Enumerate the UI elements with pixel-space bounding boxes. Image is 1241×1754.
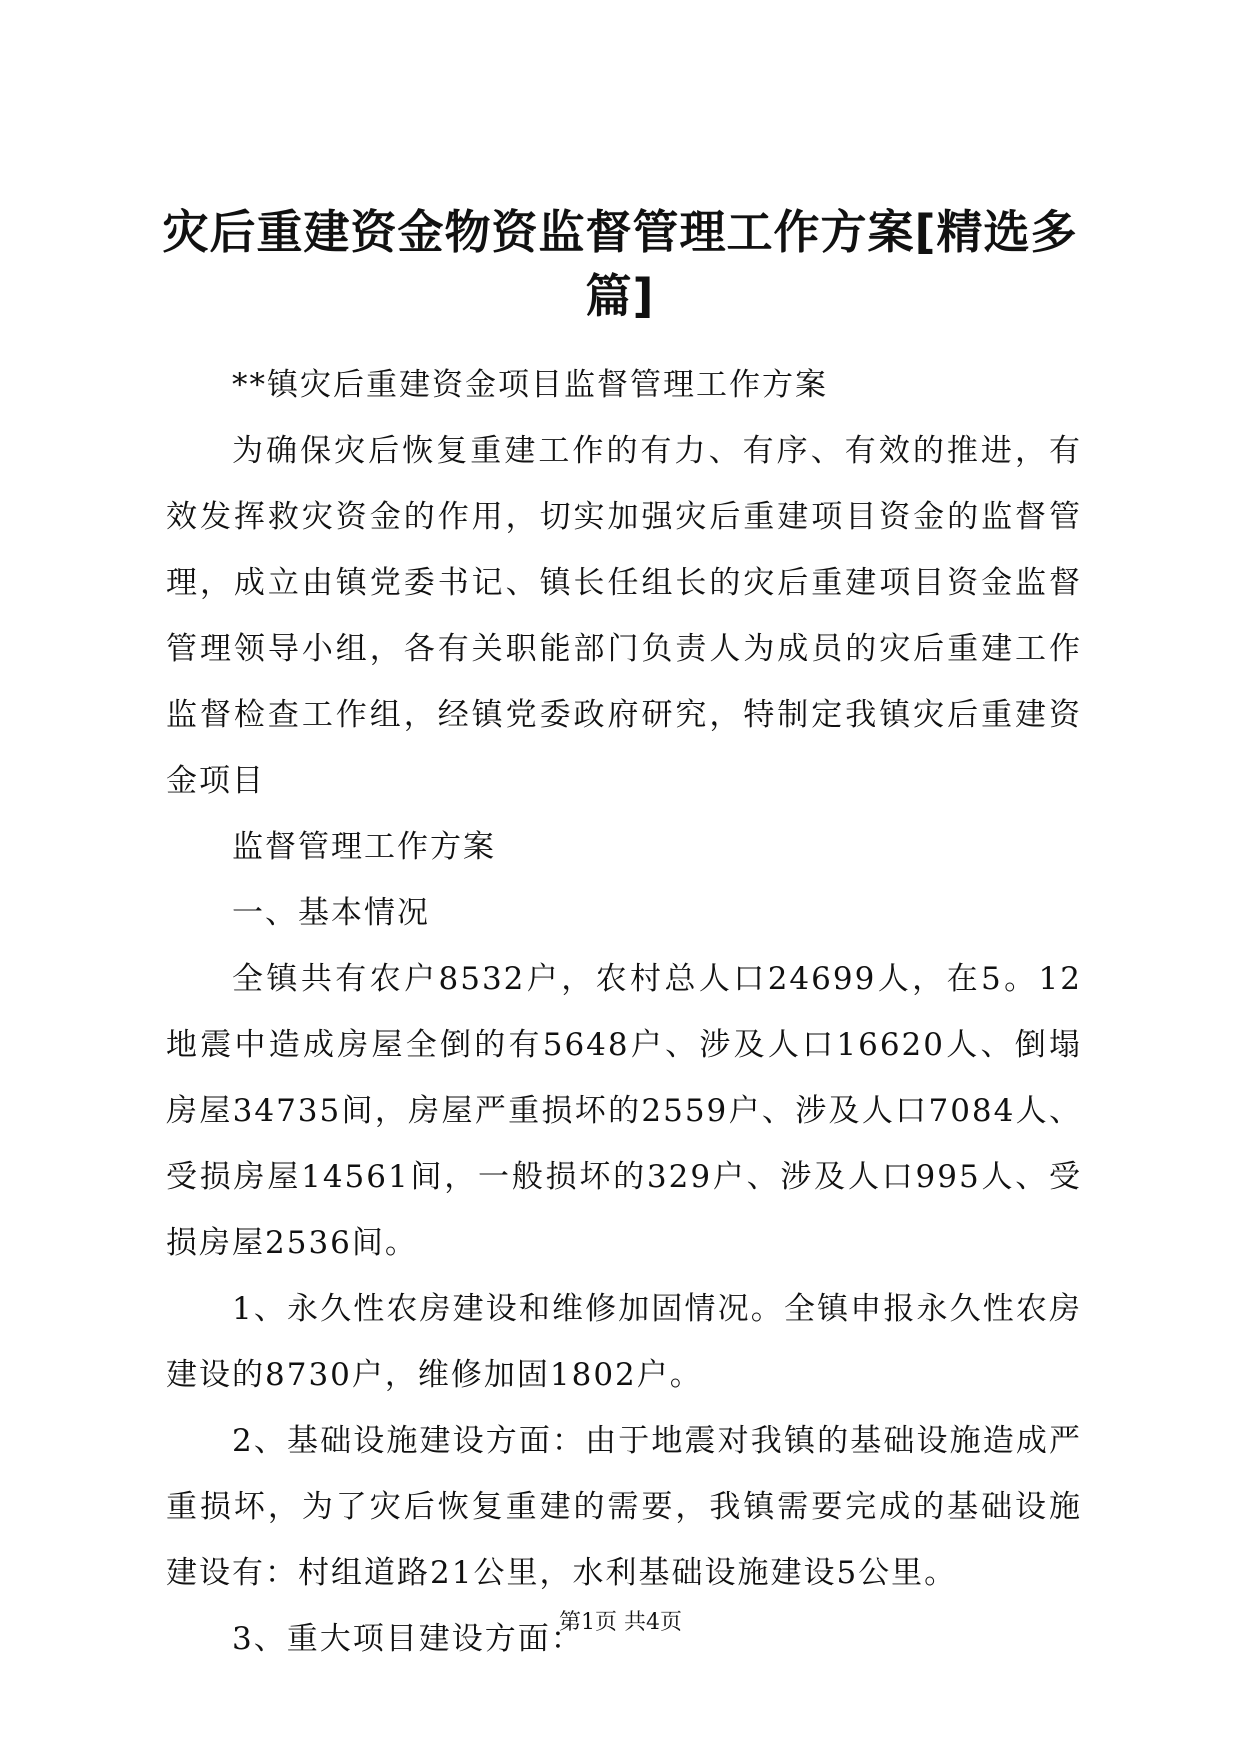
paragraph-intro: 为确保灾后恢复重建工作的有力、有序、有效的推进，有效发挥救灾资金的作用，切实加强灾后重建项目资金的监督管理，成立由镇党委书记、镇长任组长的灾后重建项目资金监督管理领导小组，各有关职能部门负责人为成员的灾后重建工作监督检查工作组，经镇党委政府研究，特制定我镇灾后重建资金项目 (166, 433, 1082, 799)
paragraph-item-1: 1、永久性农房建设和维修加固情况。全镇申报永久性农房建设的8730户，维修加固1802户。 (166, 1291, 1082, 1393)
document-title: 灾后重建资金物资监督管理工作方案[精选多篇] (162, 205, 1078, 323)
paragraph-item-3: 3、重大项目建设方面： (232, 1621, 584, 1657)
paragraph-statistics: 全镇共有农户8532户，农村总人口24699人，在5。12地震中造成房屋全倒的有5648户、涉及人口16620人、倒塌房屋34735间，房屋严重损坏的2559户、涉及人口7084人、受损房屋14561间，一般损坏的329户、涉及人口995人、受损房屋2536间。 (166, 961, 1082, 1261)
page-footer: 第1页 共4页 (559, 1610, 682, 1635)
section-heading-basic-situation: 一、基本情况 (232, 895, 430, 931)
paragraph-heading: **镇灾后重建资金项目监督管理工作方案 (232, 367, 828, 403)
document-body (166, 352, 1082, 1672)
paragraph-item-2: 2、基础设施建设方面：由于地震对我镇的基础设施造成严重损坏，为了灾后恢复重建的需要，我镇需要完成的基础设施建设有：村组道路21公里，水利基础设施建设5公里。 (166, 1423, 1082, 1591)
paragraph-subtitle: 监督管理工作方案 (232, 829, 496, 865)
